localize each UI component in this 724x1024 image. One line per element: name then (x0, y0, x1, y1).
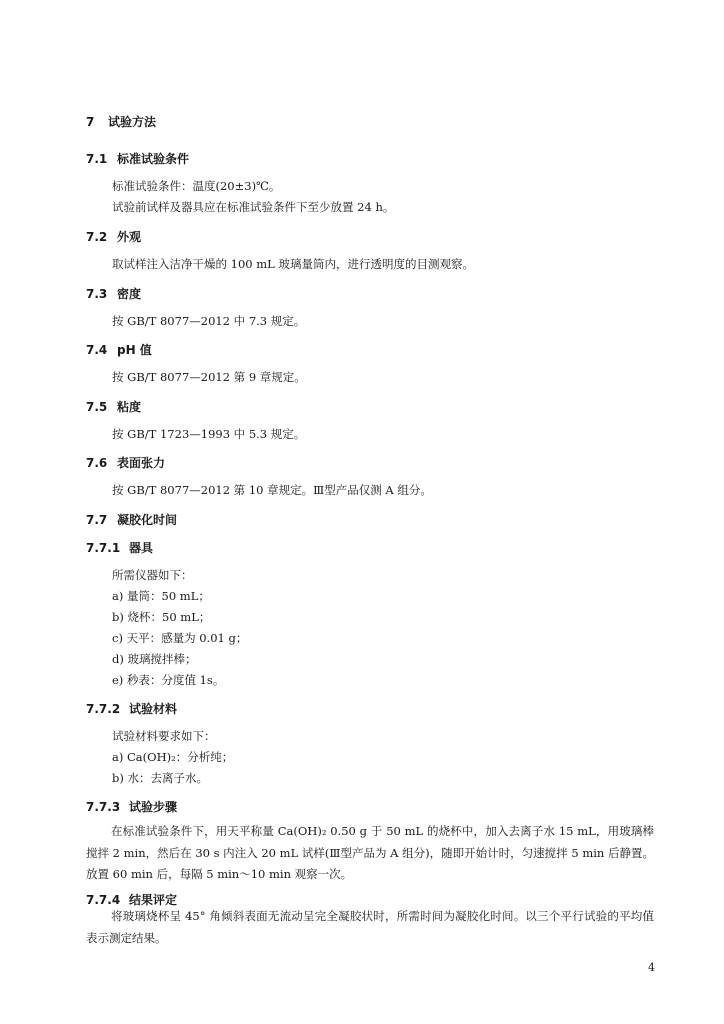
text-line: 按 GB/T 8077—2012 第 10 章规定。Ⅲ型产品仅测 A 组分。 (112, 483, 432, 497)
text-line: 标准试验条件：温度(20±3)℃。 (112, 179, 281, 193)
heading-number: 7.7 (86, 513, 108, 527)
text-line: 取试样注入洁净干燥的 100 mL 玻璃量筒内，进行透明度的目测观察。 (112, 257, 474, 271)
heading-7-6 (86, 454, 165, 471)
heading-title: pH 值 (117, 343, 152, 357)
list-item: e) 秒表：分度值 1s。 (112, 673, 225, 687)
heading-number: 7.1 (86, 152, 108, 166)
page-number: 4 (648, 961, 655, 974)
heading-7-2 (86, 228, 141, 245)
list-item: b) 烧杯：50 mL； (112, 610, 211, 624)
text-line: 按 GB/T 1723—1993 中 5.3 规定。 (112, 427, 306, 441)
heading-number: 7.4 (86, 343, 108, 357)
heading-title: 器具 (129, 541, 154, 555)
heading-7-7-2 (86, 700, 177, 717)
heading-title: 表面张力 (117, 456, 166, 470)
heading-number: 7.7.1 (86, 541, 121, 555)
heading-number: 7.7.2 (86, 702, 121, 716)
list-intro: 试验材料要求如下： (112, 729, 216, 743)
paragraph-test-procedure: 在标准试验条件下，用天平称量 Ca(OH)₂ 0.50 g 于 50 mL 的烧杯中，加入去离子水 15 mL，用玻璃棒搅拌 2 min，然后在 30 s 内注入 20 mL 试样(Ⅲ型产品为 A 组分)，随即开始计时，匀速搅拌 5 min 后静置。放置 60 min 后，每隔 5 min～10 min 观察一次。 (86, 824, 654, 881)
heading-title: 标准试验条件 (117, 152, 190, 166)
heading-number: 7.2 (86, 230, 108, 244)
text-line: 按 GB/T 8077—2012 第 9 章规定。 (112, 370, 306, 384)
heading-number: 7.7.4 (86, 893, 121, 907)
list-item: c) 天平：感量为 0.01 g； (112, 631, 248, 645)
heading-title: 试验材料 (129, 702, 178, 716)
list-item: a) 量筒：50 mL； (112, 589, 210, 603)
heading-7-7-1 (86, 539, 153, 556)
heading-7-1 (86, 150, 189, 167)
heading-number: 7.7.3 (86, 800, 121, 814)
text-line: 按 GB/T 8077—2012 中 7.3 规定。 (112, 314, 306, 328)
list-intro: 所需仪器如下： (112, 568, 193, 582)
list-item: a) Ca(OH)₂：分析纯； (112, 750, 234, 764)
heading-7-3 (86, 285, 141, 302)
text-line: 试验前试样及器具应在标准试验条件下至少放置 24 h。 (112, 200, 395, 214)
heading-7-4 (86, 341, 152, 358)
heading-number: 7.5 (86, 400, 108, 414)
heading-7-7 (86, 511, 177, 528)
heading-number: 7.6 (86, 456, 108, 470)
heading-title: 结果评定 (129, 893, 178, 907)
heading-title: 密度 (117, 287, 142, 301)
heading-number: 7.3 (86, 287, 108, 301)
heading-title: 粘度 (117, 400, 142, 414)
list-item: b) 水：去离子水。 (112, 771, 209, 785)
section-7-heading (86, 113, 156, 130)
paragraph-result-evaluation: 将玻璃烧杯呈 45° 角倾斜表面无流动呈完全凝胶状时，所需时间为凝胶化时间。以三个平行试验的平均值表示测定结果。 (86, 909, 654, 945)
heading-7-5 (86, 398, 141, 415)
list-item: d) 玻璃搅拌棒； (112, 652, 197, 666)
heading-title: 外观 (117, 230, 142, 244)
section-number: 7 (86, 115, 95, 129)
heading-title: 凝胶化时间 (117, 513, 178, 527)
section-title: 试验方法 (108, 115, 157, 129)
heading-title: 试验步骤 (129, 800, 178, 814)
heading-7-7-3 (86, 798, 177, 815)
